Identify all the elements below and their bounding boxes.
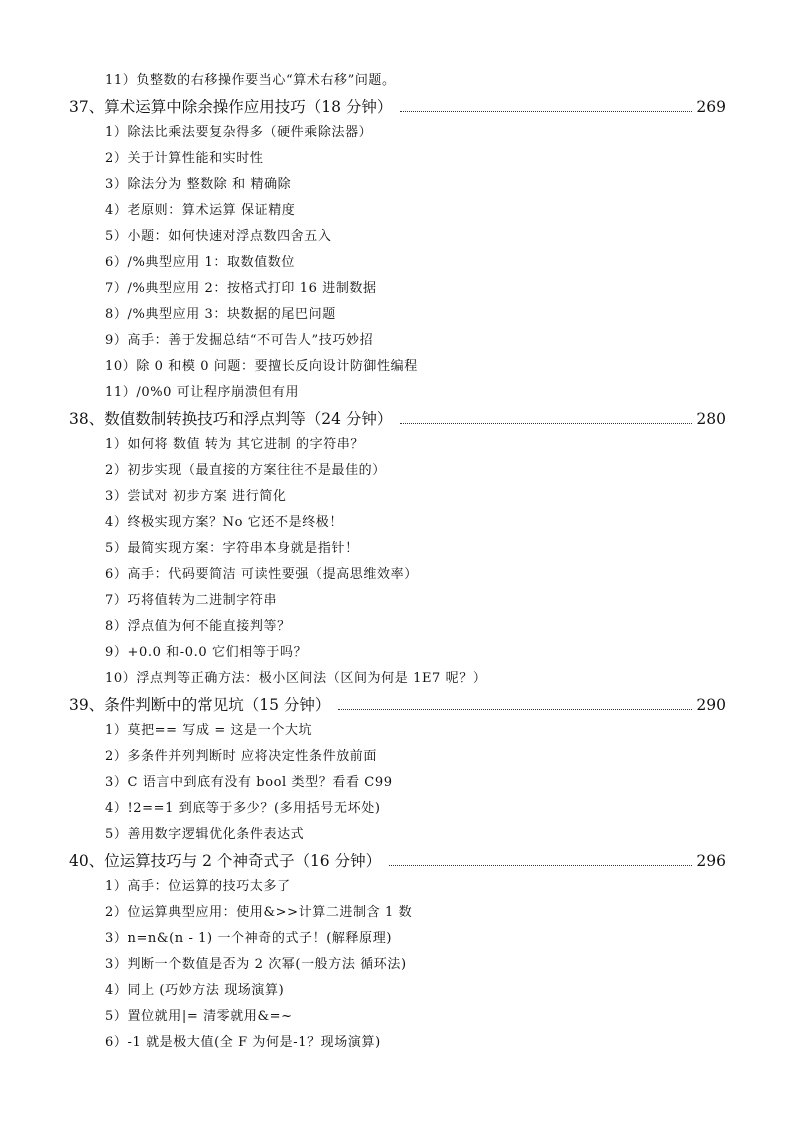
- toc-item: 11）/0%0 可让程序崩溃但有用: [105, 385, 300, 400]
- toc-item: 3）除法分为 整数除 和 精确除: [105, 177, 292, 192]
- toc-item: 9）高手：善于发掘总结“不可告人”技巧妙招: [105, 333, 374, 348]
- chapter-heading[interactable]: [69, 94, 726, 120]
- toc-item: 2）多条件并列判断时 应将决定性条件放前面: [105, 749, 378, 764]
- chapter-heading[interactable]: [69, 406, 726, 432]
- toc-item: 11）负整数的右移操作要当心“算术右移”问题。: [105, 73, 396, 88]
- chapter-title: 38、数值数制转换技巧和浮点判等（24 分钟）: [69, 410, 393, 428]
- toc-item: 2）关于计算性能和实时性: [105, 151, 264, 166]
- chapter-title: 37、算术运算中除余操作应用技巧（18 分钟）: [69, 98, 393, 116]
- leader-dots: [400, 97, 692, 112]
- toc-item: 9）+0.0 和-0.0 它们相等于吗？: [105, 645, 308, 660]
- toc-item: 7）巧将值转为二进制字符串: [105, 593, 278, 608]
- toc-item: 5）小题：如何快速对浮点数四舍五入: [105, 229, 332, 244]
- toc-item: 8）浮点值为何不能直接判等？: [105, 619, 291, 634]
- toc-item: 4）同上 (巧妙方法 现场演算): [105, 983, 285, 998]
- toc-item: 3）n=n&(n - 1) 一个神奇的式子！(解释原理): [105, 931, 393, 946]
- toc-item: 6）/%典型应用 1：取数值数位: [105, 255, 296, 270]
- leader-dots: [389, 851, 692, 866]
- page-number: 280: [696, 410, 726, 428]
- toc-item: 6）高手：代码要简洁 可读性要强（提高思维效率）: [105, 567, 418, 582]
- toc-item: 10）除 0 和模 0 问题：要擅长反向设计防御性编程: [105, 359, 418, 374]
- page-number: 269: [696, 98, 726, 116]
- toc-item: 1）莫把== 写成 = 这是一个大坑: [105, 723, 313, 738]
- toc-item: 3）判断一个数值是否为 2 次幂(一般方法 循环法): [105, 957, 407, 972]
- leader-dots: [400, 409, 692, 424]
- chapter-heading[interactable]: [69, 848, 726, 874]
- toc-item: 5）最简实现方案：字符串本身就是指针！: [105, 541, 359, 556]
- page-number: 290: [696, 696, 726, 714]
- toc-item: 4）老原则：算术运算 保证精度: [105, 203, 296, 218]
- page-number: 296: [696, 852, 726, 870]
- toc-item: 10）浮点判等正确方法：极小区间法（区间为何是 1E7 呢？）: [105, 671, 487, 686]
- toc-item: 5）善用数字逻辑优化条件表达式: [105, 827, 305, 842]
- toc-item: 6）-1 就是极大值(全 F 为何是-1？现场演算): [105, 1035, 381, 1050]
- chapter-title: 39、条件判断中的常见坑（15 分钟）: [69, 696, 331, 714]
- chapter-title: 40、位运算技巧与 2 个神奇式子（16 分钟）: [69, 852, 382, 870]
- toc-item: 2）初步实现（最直接的方案往往不是最佳的）: [105, 463, 386, 478]
- toc-item: 1）除法比乘法要复杂得多（硬件乘除法器）: [105, 125, 373, 140]
- leader-dots: [338, 695, 692, 710]
- toc-item: 4）终极实现方案？No 它还不是终极！: [105, 515, 344, 530]
- toc-item: 1）如何将 数值 转为 其它进制 的字符串？: [105, 437, 365, 452]
- toc-item: 3）C 语言中到底有没有 bool 类型？看看 C99: [105, 775, 393, 790]
- toc-item: 3）尝试对 初步方案 进行简化: [105, 489, 287, 504]
- toc-item: 7）/%典型应用 2：按格式打印 16 进制数据: [105, 281, 377, 296]
- toc-item: 5）置位就用|= 清零就用&=~: [105, 1009, 293, 1024]
- toc-item: 4）!2==1 到底等于多少？(多用括号无坏处): [105, 801, 381, 816]
- toc-item: 2）位运算典型应用：使用&>>计算二进制含 1 数: [105, 905, 413, 920]
- toc-item: 1）高手：位运算的技巧太多了: [105, 879, 291, 894]
- chapter-heading[interactable]: [69, 692, 726, 718]
- toc-item: 8）/%典型应用 3：块数据的尾巴问题: [105, 307, 336, 322]
